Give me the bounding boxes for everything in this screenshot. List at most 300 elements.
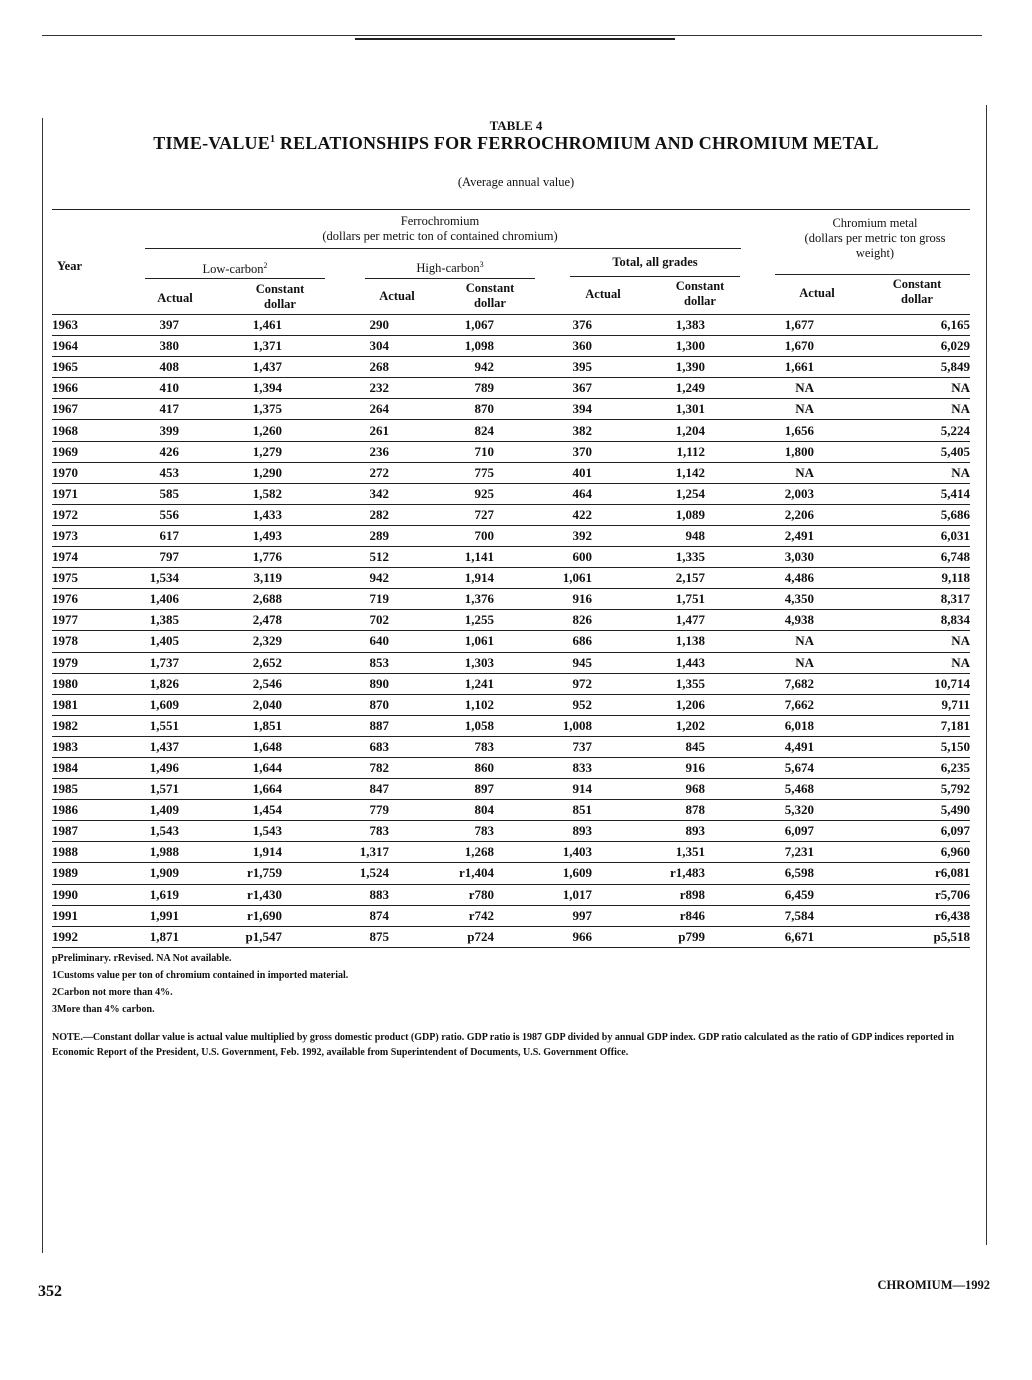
value-cell: 1,551	[112, 715, 187, 736]
year-cell: 1967	[52, 399, 112, 420]
value-cell: 1,394	[187, 378, 302, 399]
value-cell: 6,598	[719, 863, 834, 884]
chromium-metal-heading: Chromium metal (dollars per metric ton gross weight)	[804, 216, 946, 260]
value-cell: 893	[512, 821, 612, 842]
table-row	[52, 315, 970, 336]
table-row	[52, 462, 970, 483]
value-cell: NA	[719, 399, 834, 420]
value-cell: 426	[112, 441, 187, 462]
year-cell: 1984	[52, 757, 112, 778]
value-cell: 5,490	[834, 800, 970, 821]
table-row	[52, 441, 970, 462]
table-row	[52, 336, 970, 357]
value-cell: 1,017	[512, 884, 612, 905]
table-row	[52, 926, 970, 947]
value-cell: 719	[302, 589, 407, 610]
value-cell: 997	[512, 905, 612, 926]
note-paragraph: NOTE.—Constant dollar value is actual value multiplied by gross domestic product (GDP) ratio. GDP ratio is 1987 GDP divided by annual GDP index. GDP ratio calculated as the ratio of GDP indices reported in Economic Report of the President, U.S. Government, Feb. 1992, available from Superintendent of Documents, U.S. Government Office.	[52, 1032, 955, 1058]
page-number: 352	[38, 1283, 62, 1300]
table-row	[52, 905, 970, 926]
value-cell: 2,206	[719, 504, 834, 525]
value-cell: p5,518	[834, 926, 970, 947]
value-cell: 1,664	[187, 779, 302, 800]
value-cell: 5,686	[834, 504, 970, 525]
value-cell: 789	[407, 378, 512, 399]
value-cell: 1,461	[187, 315, 302, 336]
year-cell: 1986	[52, 800, 112, 821]
value-cell: 1,260	[187, 420, 302, 441]
table-row	[52, 378, 970, 399]
value-cell: 2,491	[719, 525, 834, 546]
footnotes	[52, 950, 972, 1060]
value-cell: r1,430	[187, 884, 302, 905]
value-cell: 870	[407, 399, 512, 420]
header-top-rule	[52, 209, 970, 210]
value-cell: 1,571	[112, 779, 187, 800]
value-cell: 3,030	[719, 547, 834, 568]
value-cell: 7,682	[719, 673, 834, 694]
year-cell: 1965	[52, 357, 112, 378]
total-grades-heading: Total, all grades	[612, 255, 698, 269]
value-cell: 394	[512, 399, 612, 420]
value-cell: 417	[112, 399, 187, 420]
value-cell: 783	[302, 821, 407, 842]
table-row	[52, 821, 970, 842]
value-cell: 860	[407, 757, 512, 778]
value-cell: 2,040	[187, 694, 302, 715]
value-cell: p799	[612, 926, 719, 947]
low-carbon-heading: Low-carbon$^2$	[202, 261, 268, 277]
value-cell: 5,150	[834, 736, 970, 757]
top-rule	[42, 35, 982, 36]
value-cell: 972	[512, 673, 612, 694]
year-cell: 1968	[52, 420, 112, 441]
value-cell: 1,317	[302, 842, 407, 863]
value-cell: 2,688	[187, 589, 302, 610]
value-cell: 782	[302, 757, 407, 778]
value-cell: 272	[302, 462, 407, 483]
value-cell: 942	[302, 568, 407, 589]
value-cell: 897	[407, 779, 512, 800]
value-cell: 342	[302, 483, 407, 504]
chromium-metal-rule	[775, 274, 970, 275]
year-cell: 1974	[52, 547, 112, 568]
value-cell: 1,241	[407, 673, 512, 694]
value-cell: 775	[407, 462, 512, 483]
value-cell: 847	[302, 779, 407, 800]
value-cell: 1,991	[112, 905, 187, 926]
footnote-2: 2Carbon not more than 4%.	[52, 987, 173, 998]
value-cell: 1,437	[187, 357, 302, 378]
value-cell: 376	[512, 315, 612, 336]
value-cell: 7,231	[719, 842, 834, 863]
value-cell: 2,478	[187, 610, 302, 631]
value-cell: 797	[112, 547, 187, 568]
value-cell: 945	[512, 652, 612, 673]
value-cell: 1,141	[407, 547, 512, 568]
table-row	[52, 673, 970, 694]
left-margin-rule	[42, 118, 43, 1253]
value-cell: 1,409	[112, 800, 187, 821]
value-cell: 4,491	[719, 736, 834, 757]
value-cell: 968	[612, 779, 719, 800]
value-cell: 727	[407, 504, 512, 525]
year-cell: 1989	[52, 863, 112, 884]
value-cell: r6,438	[834, 905, 970, 926]
value-cell: 1,988	[112, 842, 187, 863]
value-cell: 851	[512, 800, 612, 821]
year-cell: 1969	[52, 441, 112, 462]
value-cell: 395	[512, 357, 612, 378]
table-row	[52, 504, 970, 525]
value-cell: 1,249	[612, 378, 719, 399]
value-cell: 1,800	[719, 441, 834, 462]
value-cell: 893	[612, 821, 719, 842]
value-cell: 1,670	[719, 336, 834, 357]
value-cell: 1,871	[112, 926, 187, 947]
value-cell: 1,751	[612, 589, 719, 610]
value-cell: 700	[407, 525, 512, 546]
value-cell: 5,320	[719, 800, 834, 821]
high-constant-heading: Constant dollar	[465, 281, 515, 310]
value-cell: 380	[112, 336, 187, 357]
value-cell: r742	[407, 905, 512, 926]
year-cell: 1992	[52, 926, 112, 947]
value-cell: 1,454	[187, 800, 302, 821]
value-cell: 399	[112, 420, 187, 441]
value-cell: 1,776	[187, 547, 302, 568]
value-cell: NA	[719, 631, 834, 652]
value-cell: 600	[512, 547, 612, 568]
value-cell: 890	[302, 673, 407, 694]
value-cell: 2,652	[187, 652, 302, 673]
value-cell: 1,609	[512, 863, 612, 884]
value-cell: 1,279	[187, 441, 302, 462]
value-cell: 5,674	[719, 757, 834, 778]
value-cell: p1,547	[187, 926, 302, 947]
value-cell: 264	[302, 399, 407, 420]
value-cell: 617	[112, 525, 187, 546]
value-cell: 8,317	[834, 589, 970, 610]
table-row	[52, 610, 970, 631]
value-cell: 512	[302, 547, 407, 568]
low-actual-heading: Actual	[157, 291, 193, 305]
value-cell: 783	[407, 821, 512, 842]
chrome-actual-heading: Actual	[799, 286, 835, 300]
year-cell: 1983	[52, 736, 112, 757]
value-cell: 422	[512, 504, 612, 525]
value-cell: 1,477	[612, 610, 719, 631]
value-cell: 1,058	[407, 715, 512, 736]
value-cell: p724	[407, 926, 512, 947]
value-cell: 1,301	[612, 399, 719, 420]
value-cell: 1,433	[187, 504, 302, 525]
table-title: TIME-VALUE$^1$ RELATIONSHIPS FOR FERROCHROMIUM AND CHROMIUM METAL	[153, 133, 879, 153]
value-cell: 640	[302, 631, 407, 652]
value-cell: 1,098	[407, 336, 512, 357]
table-row	[52, 757, 970, 778]
value-cell: 1,496	[112, 757, 187, 778]
right-margin-rule	[986, 105, 987, 1245]
value-cell: 1,543	[187, 821, 302, 842]
value-cell: 1,524	[302, 863, 407, 884]
value-cell: 1,619	[112, 884, 187, 905]
value-cell: 1,067	[407, 315, 512, 336]
value-cell: 878	[612, 800, 719, 821]
value-cell: NA	[719, 462, 834, 483]
value-cell: 6,960	[834, 842, 970, 863]
value-cell: 261	[302, 420, 407, 441]
value-cell: 1,376	[407, 589, 512, 610]
table-body	[52, 315, 970, 947]
low-constant-heading: Constant dollar	[255, 282, 305, 311]
value-cell: NA	[719, 652, 834, 673]
value-cell: 6,235	[834, 757, 970, 778]
value-cell: r1,759	[187, 863, 302, 884]
value-cell: r780	[407, 884, 512, 905]
year-cell: 1964	[52, 336, 112, 357]
table-row	[52, 631, 970, 652]
chrome-constant-heading: Constant dollar	[892, 277, 942, 306]
value-cell: 874	[302, 905, 407, 926]
value-cell: r1,483	[612, 863, 719, 884]
year-cell: 1977	[52, 610, 112, 631]
value-cell: 948	[612, 525, 719, 546]
value-cell: 6,031	[834, 525, 970, 546]
value-cell: 833	[512, 757, 612, 778]
value-cell: 1,677	[719, 315, 834, 336]
value-cell: 1,383	[612, 315, 719, 336]
value-cell: 1,534	[112, 568, 187, 589]
value-cell: 1,390	[612, 357, 719, 378]
value-cell: 916	[512, 589, 612, 610]
value-cell: 410	[112, 378, 187, 399]
value-cell: r6,081	[834, 863, 970, 884]
value-cell: 4,350	[719, 589, 834, 610]
ferro-span-rule	[145, 248, 741, 249]
value-cell: 1,405	[112, 631, 187, 652]
value-cell: 1,206	[612, 694, 719, 715]
value-cell: 2,157	[612, 568, 719, 589]
table-row	[52, 715, 970, 736]
value-cell: 1,290	[187, 462, 302, 483]
year-cell: 1975	[52, 568, 112, 589]
year-cell: 1980	[52, 673, 112, 694]
value-cell: 5,468	[719, 779, 834, 800]
year-cell: 1963	[52, 315, 112, 336]
value-cell: NA	[834, 399, 970, 420]
high-carbon-rule	[365, 278, 535, 279]
value-cell: 585	[112, 483, 187, 504]
value-cell: 883	[302, 884, 407, 905]
value-cell: 1,102	[407, 694, 512, 715]
value-cell: 1,543	[112, 821, 187, 842]
value-cell: 2,546	[187, 673, 302, 694]
value-cell: 236	[302, 441, 407, 462]
value-cell: 1,914	[407, 568, 512, 589]
value-cell: 1,204	[612, 420, 719, 441]
value-cell: 1,909	[112, 863, 187, 884]
value-cell: 1,644	[187, 757, 302, 778]
value-cell: 779	[302, 800, 407, 821]
value-cell: NA	[834, 378, 970, 399]
value-cell: 3,119	[187, 568, 302, 589]
value-cell: 1,656	[719, 420, 834, 441]
value-cell: 875	[302, 926, 407, 947]
value-cell: 1,112	[612, 441, 719, 462]
value-cell: 1,375	[187, 399, 302, 420]
value-cell: 401	[512, 462, 612, 483]
table-row	[52, 694, 970, 715]
table-row	[52, 884, 970, 905]
year-cell: 1979	[52, 652, 112, 673]
value-cell: 853	[302, 652, 407, 673]
value-cell: 1,851	[187, 715, 302, 736]
value-cell: 1,300	[612, 336, 719, 357]
value-cell: 464	[512, 483, 612, 504]
value-cell: 6,029	[834, 336, 970, 357]
value-cell: 6,748	[834, 547, 970, 568]
value-cell: 2,329	[187, 631, 302, 652]
value-cell: 1,351	[612, 842, 719, 863]
value-cell: 6,671	[719, 926, 834, 947]
value-cell: 289	[302, 525, 407, 546]
year-cell: 1982	[52, 715, 112, 736]
value-cell: 268	[302, 357, 407, 378]
table-row	[52, 842, 970, 863]
value-cell: 7,584	[719, 905, 834, 926]
value-cell: 783	[407, 736, 512, 757]
value-cell: 6,459	[719, 884, 834, 905]
value-cell: 952	[512, 694, 612, 715]
top-rule-accent	[355, 38, 675, 40]
value-cell: 1,061	[512, 568, 612, 589]
value-cell: 1,403	[512, 842, 612, 863]
value-cell: NA	[834, 652, 970, 673]
value-cell: 1,443	[612, 652, 719, 673]
year-cell: 1991	[52, 905, 112, 926]
value-cell: 887	[302, 715, 407, 736]
value-cell: 1,061	[407, 631, 512, 652]
footnote-3: 3More than 4% carbon.	[52, 1004, 155, 1015]
value-cell: 1,437	[112, 736, 187, 757]
total-constant-heading: Constant dollar	[675, 279, 725, 308]
value-cell: 1,355	[612, 673, 719, 694]
value-cell: 8,834	[834, 610, 970, 631]
table-row	[52, 420, 970, 441]
table-row	[52, 547, 970, 568]
year-cell: 1981	[52, 694, 112, 715]
value-cell: 1,371	[187, 336, 302, 357]
footnote-1: 1Customs value per ton of chromium contained in imported material.	[52, 970, 349, 981]
year-cell: 1978	[52, 631, 112, 652]
year-cell: 1976	[52, 589, 112, 610]
value-cell: 1,609	[112, 694, 187, 715]
running-head: CHROMIUM—1992	[877, 1278, 990, 1292]
table-row	[52, 357, 970, 378]
table-row	[52, 779, 970, 800]
high-carbon-heading: High-carbon$^3$	[416, 260, 484, 276]
value-cell: 290	[302, 315, 407, 336]
value-cell: 1,648	[187, 736, 302, 757]
value-cell: 6,097	[719, 821, 834, 842]
value-cell: 1,385	[112, 610, 187, 631]
value-cell: 10,714	[834, 673, 970, 694]
table-row	[52, 525, 970, 546]
value-cell: r846	[612, 905, 719, 926]
year-cell: 1966	[52, 378, 112, 399]
value-cell: 360	[512, 336, 612, 357]
value-cell: 1,335	[612, 547, 719, 568]
value-cell: 453	[112, 462, 187, 483]
value-cell: 304	[302, 336, 407, 357]
value-cell: 686	[512, 631, 612, 652]
value-cell: 5,414	[834, 483, 970, 504]
year-cell: 1987	[52, 821, 112, 842]
low-carbon-rule	[145, 278, 325, 279]
value-cell: 382	[512, 420, 612, 441]
value-cell: 370	[512, 441, 612, 462]
value-cell: 7,181	[834, 715, 970, 736]
value-cell: 6,097	[834, 821, 970, 842]
value-cell: 408	[112, 357, 187, 378]
value-cell: 5,792	[834, 779, 970, 800]
value-cell: 916	[612, 757, 719, 778]
table-row	[52, 568, 970, 589]
value-cell: r1,404	[407, 863, 512, 884]
year-cell: 1973	[52, 525, 112, 546]
value-cell: 7,662	[719, 694, 834, 715]
value-cell: 367	[512, 378, 612, 399]
value-cell: 914	[512, 779, 612, 800]
value-cell: NA	[834, 631, 970, 652]
value-cell: r1,690	[187, 905, 302, 926]
value-cell: 1,255	[407, 610, 512, 631]
value-cell: 1,008	[512, 715, 612, 736]
value-cell: 5,224	[834, 420, 970, 441]
value-cell: 397	[112, 315, 187, 336]
value-cell: 824	[407, 420, 512, 441]
value-cell: 392	[512, 525, 612, 546]
value-cell: 9,711	[834, 694, 970, 715]
value-cell: 804	[407, 800, 512, 821]
value-cell: 737	[512, 736, 612, 757]
value-cell: 1,089	[612, 504, 719, 525]
data-table	[52, 315, 970, 948]
year-cell: 1971	[52, 483, 112, 504]
table-row	[52, 863, 970, 884]
value-cell: 710	[407, 441, 512, 462]
value-cell: 4,486	[719, 568, 834, 589]
table-row	[52, 800, 970, 821]
value-cell: 1,303	[407, 652, 512, 673]
value-cell: 1,202	[612, 715, 719, 736]
value-cell: 925	[407, 483, 512, 504]
value-cell: 1,661	[719, 357, 834, 378]
year-cell: 1988	[52, 842, 112, 863]
value-cell: 1,142	[612, 462, 719, 483]
year-cell: 1970	[52, 462, 112, 483]
value-cell: 9,118	[834, 568, 970, 589]
table-row	[52, 652, 970, 673]
year-cell: 1972	[52, 504, 112, 525]
high-actual-heading: Actual	[379, 289, 415, 303]
table-row	[52, 736, 970, 757]
value-cell: 5,849	[834, 357, 970, 378]
value-cell: 1,826	[112, 673, 187, 694]
value-cell: 6,018	[719, 715, 834, 736]
table-row	[52, 399, 970, 420]
